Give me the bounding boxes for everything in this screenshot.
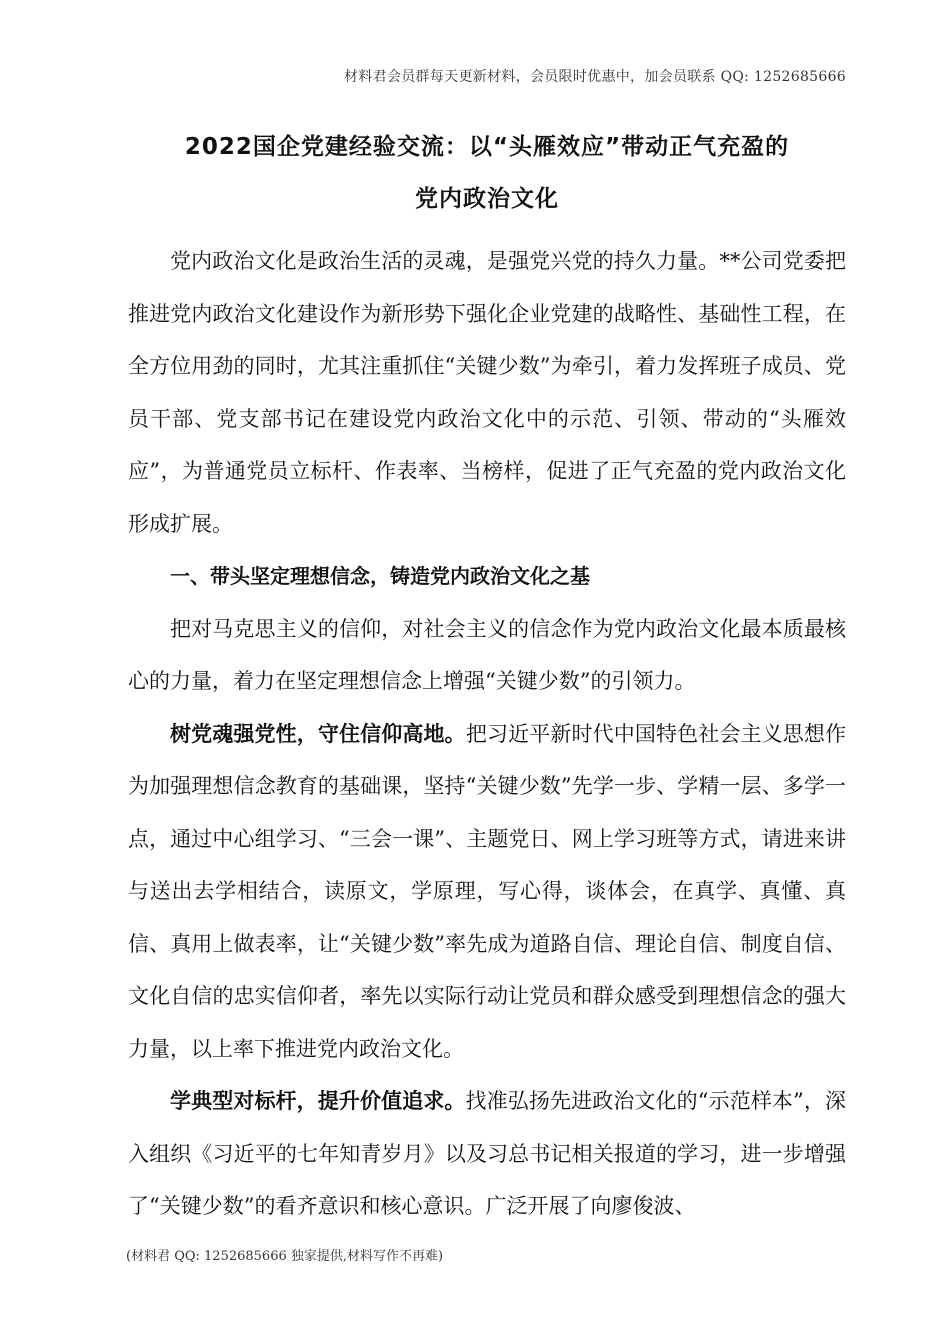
section-1-summary: 把对马克思主义的信仰，对社会主义的信念作为党内政治文化最本质最核心的力量，着力在坚定理想信念上增强“关键少数”的引领力。	[128, 616, 846, 693]
document-body	[128, 235, 846, 1233]
footer-promo-note: (材料君 QQ: 1252685666 独家提供,材料写作不再难)	[126, 1249, 444, 1264]
item-2-text: 找准弘扬先进政治文化的“示范样本”，深入组织《习近平的七年知青岁月》以及习总书记相关报道的学习，进一步增强了“关键少数”的看齐意识和核心意识。广泛开展了向廖俊波、	[128, 1089, 846, 1218]
section-1-item-1	[128, 708, 846, 1076]
item-1-lead: 树党魂强党性，守住信仰高地。	[170, 721, 466, 746]
document-title-line-1: 2022国企党建经验交流：以“头雁效应”带动正气充盈的	[184, 134, 790, 160]
intro-paragraph: 党内政治文化是政治生活的灵魂，是强党兴党的持久力量。**公司党委把推进党内政治文化建设作为新形势下强化企业党建的战略性、基础性工程，在全方位用劲的同时，尤其注重抓住“关键少数”为牵引，着力发挥班子成员、党员干部、党支部书记在建设党内政治文化中的示范、引领、带动的“头雁效应”，为普通党员立标杆、作表率、当榜样，促进了正气充盈的党内政治文化形成扩展。	[128, 249, 846, 536]
document-title-line-2: 党内政治文化	[415, 186, 559, 212]
header-promo-note: 材料君会员群每天更新材料，会员限时优惠中，加会员联系 QQ: 1252685666	[344, 69, 846, 85]
section-1-item-2	[128, 1075, 846, 1233]
section-1-heading: 一、带头坚定理想信念，铸造党内政治文化之基	[170, 564, 590, 588]
item-2-lead: 学典型对标杆，提升价值追求。	[170, 1089, 466, 1113]
item-1-text: 把习近平新时代中国特色社会主义思想作为加强理想信念教育的基础课，坚持“关键少数”先学一步、学精一层、多学一点，通过中心组学习、“三会一课”、主题党日、网上学习班等方式，请进来讲与送出去学相结合，读原文，学原理，写心得，谈体会，在真学、真懂、真信、真用上做表率，让“关键少数”率先成为道路自信、理论自信、制度自信、文化自信的忠实信仰者，率先以实际行动让党员和群众感受到理想信念的强大力量，以上率下推进党内政治文化。	[128, 721, 847, 1061]
